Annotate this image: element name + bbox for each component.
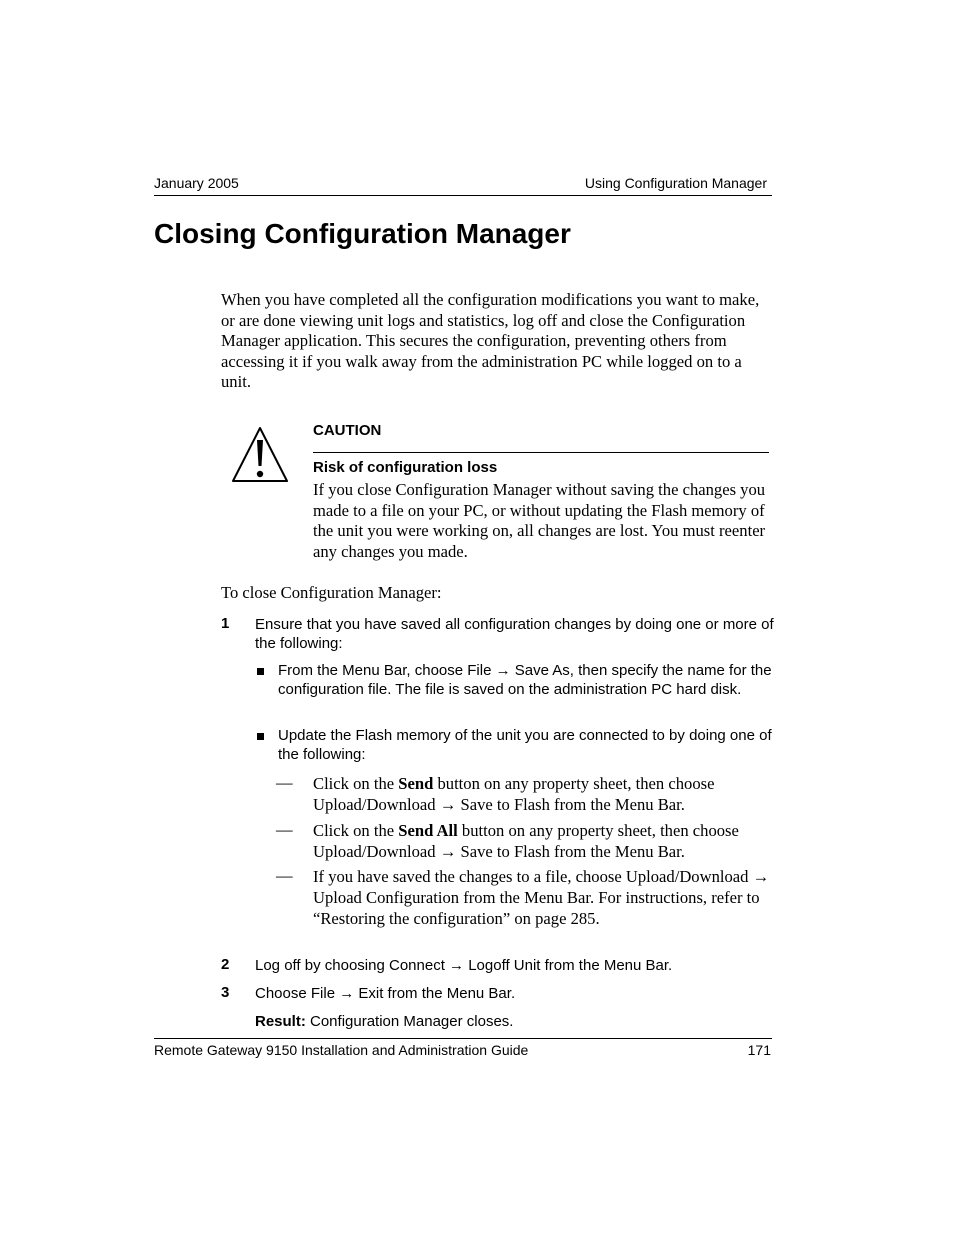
warning-triangle-icon [230, 424, 290, 484]
step-text-2: Log off by choosing Connect → Logoff Unit from the Menu Bar. [255, 957, 673, 974]
page-number: 171 [747, 1042, 771, 1058]
caution-divider [313, 452, 769, 453]
bullet-item-flash: Update the Flash memory of the unit you are connected to by doing one of the following: [278, 727, 772, 763]
page-title: Closing Configuration Manager [154, 218, 571, 249]
step-result: Result: Configuration Manager closes. [255, 1013, 514, 1030]
footer-divider [154, 1038, 772, 1039]
caution-text: If you close Configuration Manager without saving the changes you made to a file on your PC, or without updating the Flash memory of the unit you were working on, all changes are lost. You must reenter any changes you made. [313, 480, 766, 561]
header-date: January 2005 [154, 175, 239, 191]
step-number-2: 2 [221, 956, 230, 973]
step-number-3: 3 [221, 984, 230, 1001]
step-number-1: 1 [221, 615, 230, 632]
risk-title: Risk of configuration loss [313, 459, 498, 476]
subitem-send: Click on the Send button on any property sheet, then choose Upload/Download → Save to Flash from the Menu Bar. [313, 774, 715, 814]
subitem-upload-config: If you have saved the changes to a file, choose Upload/Download → Upload Configuration from the Menu Bar. For instructions, refer to “Restoring the configuration” on page 285. [313, 867, 770, 928]
caution-label: CAUTION [313, 422, 382, 439]
dash-marker: — [276, 773, 293, 792]
dash-marker: — [276, 866, 293, 885]
footer-guide-title: Remote Gateway 9150 Installation and Administration Guide [154, 1042, 529, 1058]
step-text-1: Ensure that you have saved all configuration changes by doing one or more of the following: [255, 616, 774, 652]
step-text-3: Choose File → Exit from the Menu Bar. [255, 985, 516, 1002]
header-divider [154, 195, 772, 196]
subitem-send-all: Click on the Send All button on any property sheet, then choose Upload/Download → Save to Flash from the Menu Bar. [313, 821, 739, 861]
dash-marker: — [276, 820, 293, 839]
header-section: Using Configuration Manager [584, 175, 767, 191]
procedure-intro: To close Configuration Manager: [221, 583, 442, 602]
bullet-item-save-as: From the Menu Bar, choose File → Save As, then specify the name for the configuration file. The file is saved on the administration PC hard disk. [278, 662, 772, 698]
bullet-marker [257, 733, 264, 740]
intro-paragraph: When you have completed all the configuration modifications you want to make, or are done viewing unit logs and statistics, log off and close the Configuration Manager application. This secures the configuration, preventing others from accessing it if you walk away from the administration PC while logged on to a unit. [221, 290, 760, 391]
bullet-marker [257, 668, 264, 675]
